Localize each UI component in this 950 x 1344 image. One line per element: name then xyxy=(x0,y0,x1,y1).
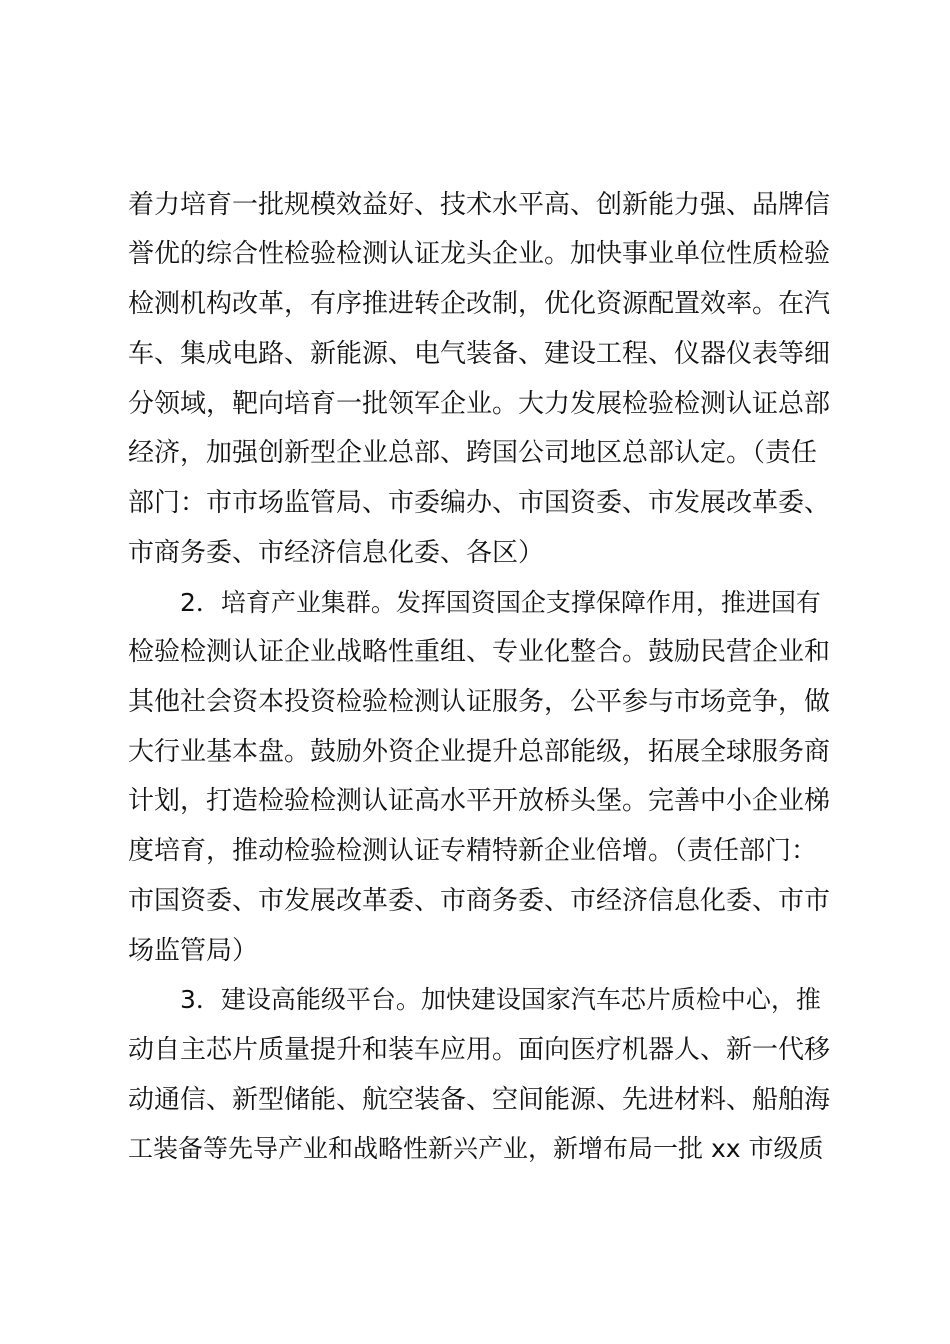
text-line: 车、集成电路、新能源、电气装备、建设工程、仪器仪表等细 xyxy=(128,339,831,369)
text-line: 其他社会资本投资检验检测认证服务，公平参与市场竞争，做 xyxy=(128,687,831,717)
text-line: 度培育，推动检验检测认证专精特新企业倍增。（责任部门： xyxy=(128,836,818,866)
paragraph-2-first-line: 2．培育产业集群。发挥国资国企支撑保障作用，推进国有 xyxy=(180,588,821,617)
text-line: 市商务委、市经济信息化委、各区） xyxy=(128,538,545,568)
text-line: 场监管局） xyxy=(128,936,259,966)
text-line: 检验检测认证企业战略性重组、专业化整合。鼓励民营企业和 xyxy=(128,637,831,667)
text-line: 动通信、新型储能、航空装备、空间能源、先进材料、船舶海 xyxy=(128,1085,831,1115)
text-line: 市国资委、市发展改革委、市商务委、市经济信息化委、市市 xyxy=(128,886,831,916)
text-line: 计划，打造检验检测认证高水平开放桥头堡。完善中小企业梯 xyxy=(128,786,831,816)
text-line: 工装备等先导产业和战略性新兴产业，新增布局一批 xx 市级质 xyxy=(128,1134,824,1163)
text-line: 动自主芯片质量提升和装车应用。面向医疗机器人、新一代移 xyxy=(128,1035,831,1065)
text-line: 大行业基本盘。鼓励外资企业提升总部能级，拓展全球服务商 xyxy=(128,737,831,767)
text-line: 部门：市市场监管局、市委编办、市国资委、市发展改革委、 xyxy=(128,488,831,518)
paragraph-3-first-line: 3．建设高能级平台。加快建设国家汽车芯片质检中心，推 xyxy=(180,985,821,1014)
text-line: 着力培育一批规模效益好、技术水平高、创新能力强、品牌信 xyxy=(128,190,831,220)
text-line: 誉优的综合性检验检测认证龙头企业。加快事业单位性质检验 xyxy=(128,239,831,269)
text-line: 分领域，靶向培育一批领军企业。大力发展检验检测认证总部 xyxy=(128,389,831,419)
text-line: 经济，加强创新型企业总部、跨国公司地区总部认定。（责任 xyxy=(128,438,818,468)
text-line: 检测机构改革，有序推进转企改制，优化资源配置效率。在汽 xyxy=(128,289,831,319)
